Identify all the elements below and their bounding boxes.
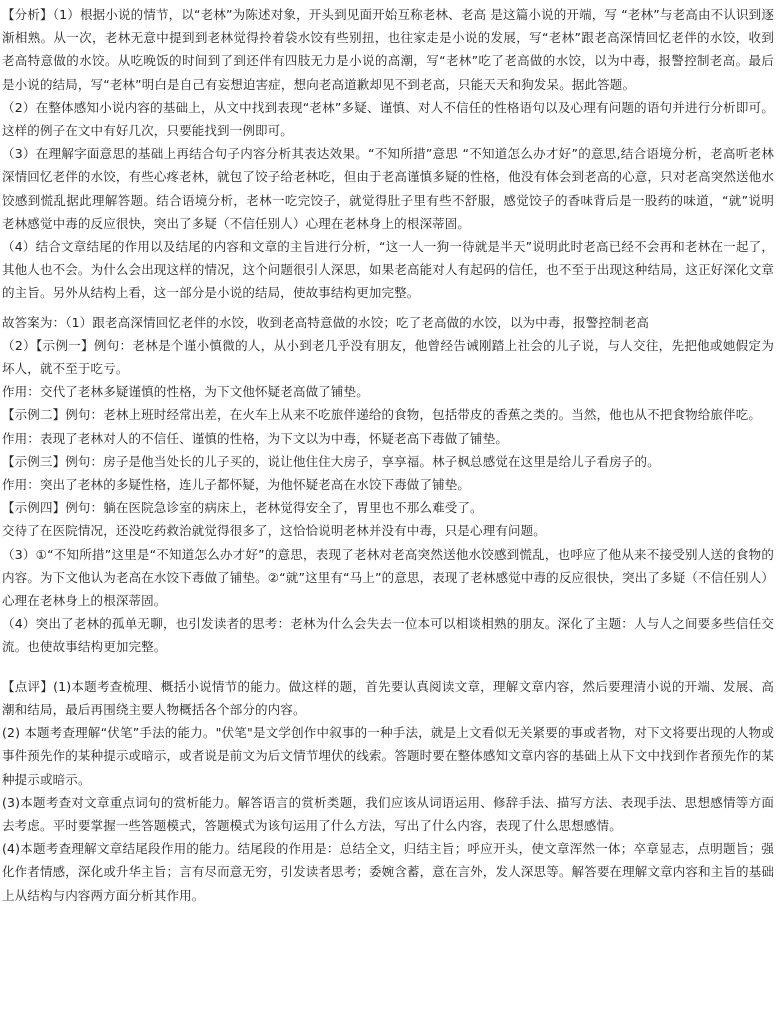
answer-paragraph-6: 【示例三】例句：房子是他当处长的儿子买的，说让他住住大房子，享享福。林子枫总感觉在这里是给儿子看房子的。 — [2, 453, 660, 469]
analysis-paragraph-1: 【分析】（1）根据小说的情节，以“老林”为陈述对象，开头到见面开始互称老林、老高 是这篇小说的开端，写 “老林”与老高由不认识到逐渐相熟。从一次，老林无意中提到到老林觉得拎着袋水饺有些别扭，也往家走是小说的发展，写“老林”跟老高深情回忆老伴的水饺，收到老高特意做的水饺。从吃晚饭的时间到了到还伴有四肢无力是小说的高潮，写“老林”吃了老高做的水饺，以为中毒，报警控制老高。最后是小说的结局，写“老林”明白是自己有妄想迫害症，想向老高道歉却见不到老高，只能天天和狗发呆。据此答题。 — [2, 7, 774, 92]
answer-paragraph-10: （3）①“不知所措”这里是“不知道怎么办才好”的意思，表现了老林对老高突然送他水饺感到慌乱，也呼应了他从来不接受别人送的食物的内容。为下文他认为老高在水饺下毒做了铺垫。②“就”这里有“马上”的意思，表现了老林感觉中毒的反应很快，突出了多疑（不信任别人）心理在老林身上的根深蒂固。 — [2, 546, 774, 609]
analysis-paragraph-2: （2）在整体感知小说内容的基础上，从文中找到表现“老林”多疑、谨慎、对人不信任的性格语句以及心理有问题的语句并进行分析即可。这样的例子在文中有好几次，只要能找到一例即可。 — [2, 99, 774, 139]
answer-paragraph-9: 交待了在医院情况，还没吃药救治就觉得很多了，这恰恰说明老林并没有中毒，只是心理有问题。 — [2, 523, 546, 539]
answer-paragraph-7: 作用：突出了老林的多疑性格，连儿子都怀疑，为他怀疑老高在水饺下毒做了铺垫。 — [2, 477, 471, 493]
answer-paragraph-11: （4）突出了老林的孤单无聊，也引发读者的思考：老林为什么会失去一位本可以相谈相熟的朋友。深化了主题：人与人之间要多些信任交流。也使故事结构更加完整。 — [2, 616, 774, 655]
comment-paragraph-2: (2) 本题考查理解“伏笔”手法的能力。"伏笔"是文学创作中叙事的一种手法，就是上文看似无关紧要的事或者物，对下文将要出现的人物或事件预先作的某种提示或暗示，或者说是前文为后文情节埋伏的线索。答题时要在整体感知文章内容的基础上从下文中找到作者预先作的某种提示或暗示。 — [2, 725, 774, 787]
answer-paragraph-4: 【示例二】例句：老林上班时经常出差，在火车上从来不吃旅伴递给的食物，包括带皮的香蕉之类的。当然，他也从不把食物给旅伴吃。 — [2, 407, 762, 423]
answer-paragraph-2: （2）【示例一】例句：老林是个谨小慎微的人，从小到老几乎没有朋友，他曾经告诫刚踏上社会的儿子说，与人交往，先把他或她假定为坏人，就不至于吃亏。 — [2, 337, 774, 377]
analysis-paragraph-4: （4）结合文章结尾的作用以及结尾的内容和文章的主旨进行分析，“这一人一狗一待就是半天”说明此时老高已经不会再和老林在一起了，其他人也不会。为什么会出现这样的情况，这个问题很引人深思，如果老高能对人有起码的信任，也不至于出现这种结局，这正好深化文章的主旨。另外从结构上看，这一部分是小说的结局，使故事结构更加完整。 — [2, 239, 774, 301]
comment-paragraph-3: (3)本题考查对文章重点词句的赏析能力。解答语言的赏析类题，我们应该从词语运用、修辞手法、描写方法、表现手法、思想感情等方面去考虑。平时要掌握一些答题模式，答题模式为该句运用了什么方法，写出了什么内容，表现了什么思想感情。 — [2, 794, 774, 833]
answer-paragraph-5: 作用：表现了老林对人的不信任、谨慎的性格，为下文以为中毒，怀疑老高下毒做了铺垫。 — [2, 430, 509, 446]
answer-paragraph-1: 故答案为：（1）跟老高深情回忆老伴的水饺，收到老高特意做的水饺；吃了老高做的水饺，以为中毒，报警控制老高 — [2, 314, 650, 330]
comment-section — [2, 675, 774, 907]
section-spacer — [2, 659, 774, 675]
comment-paragraph-4: (4)本题考查理解文章结尾段作用的能力。结尾段的作用是：总结全文，归结主旨；呼应开头，使文章浑然一体；卒章显志，点明题旨；强化作者情感，深化或升华主旨；言有尽而意无穷，引发读者思考；委婉含蓄，意在言外，发人深思等。解答要在理解文章内容和主旨的基础上从结构与内容两方面分析其作用。 — [2, 841, 774, 903]
answer-paragraph-3: 作用：交代了老林多疑谨慎的性格，为下文他怀疑老高做了铺垫。 — [2, 384, 369, 400]
analysis-section — [2, 3, 774, 305]
answer-section — [2, 311, 774, 659]
analysis-paragraph-3: （3）在理解字面意思的基础上再结合句子内容分析其表达效果。“不知所措”意思 “不知道怎么办才好”的意思,结合语境分析，老高听老林深情回忆老伴的水饺，有些心疼老林，就包了饺子给老林吃，但由于老高谨慎多疑的性格，他没有体会到老高的心意，只对老高突然送他水饺感到慌乱据此理解答题。结合语境分析，老林一吃完饺子，就觉得肚子里有些不舒服，感觉饺子的香味背后是一股药的味道，“就”说明老林感觉中毒的反应很快，突出了多疑（不信任别人）心理在老林身上的根深蒂固。 — [2, 146, 774, 231]
answer-paragraph-8: 【示例四】例句：躺在医院急诊室的病床上，老林觉得安全了，胃里也不那么难受了。 — [2, 500, 483, 516]
comment-paragraph-1: 【点评】(1)本题考查梳理、概括小说情节的能力。做这样的题，首先要认真阅读文章，理解文章内容，然后要理清小说的开端、发展、高潮和结局，最后再围绕主要人物概括各个部分的内容。 — [2, 678, 774, 717]
